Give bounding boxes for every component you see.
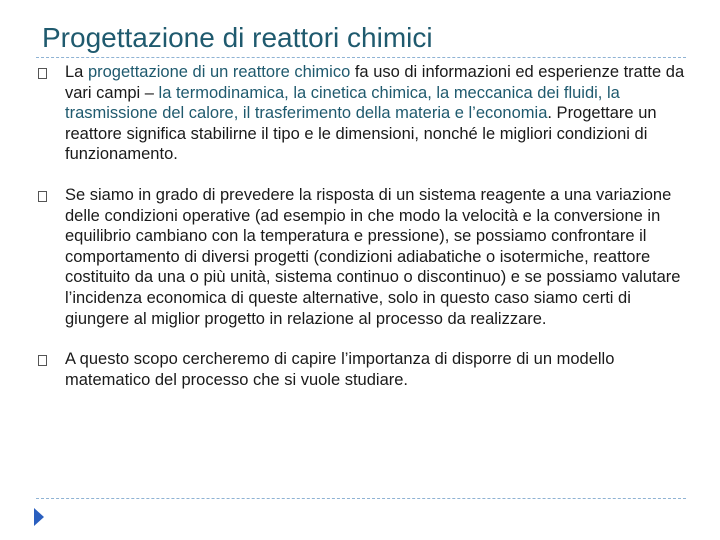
highlighted-text: la termodinamica, la cinetica chimica, la meccanica dei fluidi, la trasmissione del calore, il trasferimento della materia e l’economia — [65, 83, 620, 123]
bullet-item — [30, 349, 690, 390]
bullet-text: Se siamo in grado di prevedere la risposta di un sistema reagente a una variazione delle condizioni operative (ad esempio in che modo la velocità e la conversione in equilibrio cambiano con la temperatura e pressione), se possiamo confrontare il comportamento di diversi progetti (condizioni adiabatiche o isotermiche, reattore costituito da una o più unità, sistema continuo o discontinuo) e se possiamo valutare l’incidenza economica di queste alternative, solo in questo caso siamo certi di giungere al miglior progetto in relazione al processo da realizzare. — [65, 185, 681, 328]
footer-divider — [36, 498, 686, 499]
square-bullet-icon — [38, 355, 47, 366]
highlighted-text: progettazione di un reattore chimico — [87, 63, 351, 81]
square-bullet-icon — [38, 191, 47, 202]
bullet-list — [30, 62, 690, 390]
text-segment: . Progettare un reattore significa stabilirne il tipo e le dimensioni, nonché le migliori condizioni di funzionamento. — [65, 104, 657, 164]
bullet-item — [30, 62, 690, 165]
bullet-item — [30, 185, 690, 329]
slide-title: Progettazione di reattori chimici — [42, 22, 433, 53]
next-slide-arrow-icon[interactable] — [34, 508, 44, 526]
bullet-text: A questo scopo cercheremo di capire l’importanza di disporre di un modello matematico del processo che si vuole studiare. — [65, 350, 615, 389]
text-segment: La — [65, 63, 88, 81]
bullet-text — [65, 63, 684, 163]
title-divider — [36, 57, 686, 58]
text-segment: fa uso di informazioni ed esperienze tratte da vari campi – — [65, 63, 685, 102]
square-bullet-icon — [38, 68, 47, 79]
